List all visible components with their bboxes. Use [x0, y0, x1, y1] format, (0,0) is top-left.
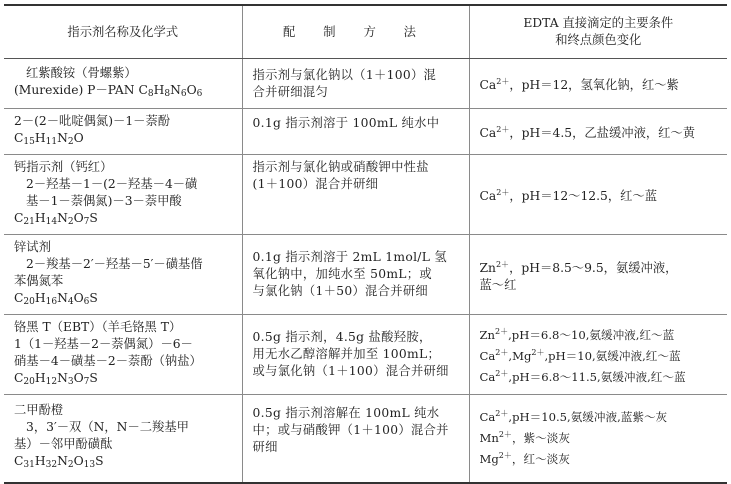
preparation-method-cell [242, 315, 469, 395]
condition-line: $Zn^{2+},pH=6.8\sim 10$,氨缓冲液,红～蓝 [479, 327, 675, 342]
titration-conditions-cell [469, 315, 727, 395]
indicator-formula: $C_{20}H_{16}N_4O_6S$ [14, 290, 98, 307]
method-line: 0.5g 指示剂溶解在 100mL 纯水 [252, 406, 440, 420]
preparation-method-cell [242, 109, 469, 155]
titration-conditions-cell [469, 155, 727, 235]
indicator-name-cell [4, 109, 242, 155]
indicator-table-page [4, 4, 727, 484]
indicator-name: 红紫酸铵（骨螺紫） [26, 65, 137, 80]
method-line: 0.1g 指示剂溶于 100mL 纯水中 [252, 116, 440, 130]
table-row [4, 315, 727, 395]
method-line: 指示剂与氯化钠以（1＋100）混 [252, 67, 437, 82]
method-line: 研细 [252, 440, 278, 454]
indicator-name: 二甲酚橙 [14, 403, 64, 418]
condition-line: $Ca^{2+}$，pH＝12，氢氧化钠，红～紫 [479, 77, 679, 92]
condition-line: 蓝～红 [479, 277, 517, 292]
indicator-systematic-name: 苯偶氮苯 [14, 273, 64, 288]
indicator-name: 锌试剂 [14, 239, 51, 254]
indicator-systematic-name: 1（1－羟基－2－萘偶氮）－6－ [14, 336, 193, 351]
indicator-systematic-name: 基－1－萘偶氮)－3－萘甲酸 [26, 193, 182, 208]
condition-line: $Ca^{2+}$，pH＝12～12.5，红～蓝 [479, 188, 658, 203]
preparation-method-cell [242, 235, 469, 315]
indicator-systematic-name: 3，3′－双（N，N－二羧基甲 [26, 420, 189, 435]
method-line: 合并研细混匀 [252, 84, 329, 99]
indicator-name-cell [4, 59, 242, 109]
condition-line: $Ca^{2+},Mg^{2+},pH=10$,氨缓冲液,红～蓝 [479, 348, 681, 363]
table-row [4, 395, 727, 483]
preparation-method-cell [242, 59, 469, 109]
indicator-name-cell [4, 235, 242, 315]
method-line: 用无水乙醇溶解并加至 100mL； [252, 347, 441, 361]
indicator-name: 钙指示剂（钙红） [14, 159, 113, 174]
preparation-method-cell [242, 155, 469, 235]
header-conditions-line1: EDTA 直接滴定的主要条件 [523, 16, 674, 30]
header-conditions [469, 5, 727, 59]
indicator-formula: $C_{20}H_{12}N_3O_7S$ [14, 370, 98, 387]
indicator-formula: $C_{15}H_{11}N_2O$ [14, 130, 84, 147]
condition-line: $Zn^{2+}$，pH＝8.5～9.5，氨缓冲液， [479, 259, 678, 275]
indicator-alt-name: (Murexide) P－PAN $C_8H_8N_6O_6$ [14, 82, 203, 99]
indicator-systematic-name: 硝基－4－磺基－2－萘酚（钠盐） [14, 353, 202, 368]
titration-conditions-cell [469, 109, 727, 155]
indicator-name: 铬黑 T（EBT）（羊毛铬黑 T） [14, 319, 182, 334]
indicator-formula: $C_{31}H_{32}N_2O_{13}S$ [14, 454, 104, 471]
condition-line: $Ca^{2+}$，pH＝4.5，乙盐缓冲液，红～黄 [479, 125, 696, 140]
method-line: 0.5g 指示剂，4.5g 盐酸羟胺， [252, 330, 432, 344]
indicator-systematic-name: 2－羧基－2′－羟基－5′－磺基偕 [26, 256, 203, 271]
header-name: 指示剂名称及化学式 [4, 5, 242, 59]
titration-conditions-cell [469, 59, 727, 109]
indicator-name-cell [4, 315, 242, 395]
header-conditions-line2: 和终点颜色变化 [555, 33, 642, 47]
table-row [4, 109, 727, 155]
method-line: 与氯化钠（1＋50）混合并研细 [252, 284, 429, 298]
preparation-method-cell [242, 395, 469, 483]
condition-line: $Ca^{2+},pH=10.5$,氨缓冲液,蓝紫～灰 [479, 409, 668, 424]
indicator-name: 2－(2－吡啶偶氮)－1－萘酚 [14, 113, 171, 128]
method-line: 0.1g 指示剂溶于 2mL 1mol/L 氢 [252, 250, 448, 264]
indicator-systematic-name: 2－羟基－1－(2－羟基－4－磺 [26, 176, 198, 191]
condition-line: $Ca^{2+},pH=6.8\sim 11.5$,氨缓冲液,红～蓝 [479, 369, 686, 384]
method-line: 指示剂与氯化钠或硝酸钾中性盐 [252, 160, 429, 174]
condition-line: $Mg^{2+}$，红～淡灰 [479, 451, 570, 466]
indicator-formula: $C_{21}H_{14}N_2O_7S$ [14, 210, 98, 227]
method-line: 中；或与硝酸钾（1＋100）混合并 [252, 423, 449, 437]
method-line: 或与氯化钠（1＋100）混合并研细 [252, 364, 449, 378]
table-row [4, 235, 727, 315]
indicator-name-cell [4, 155, 242, 235]
method-line: (1＋100）混合并研细 [252, 177, 379, 191]
condition-line: $Mn^{2+}$，紫～淡灰 [479, 430, 570, 445]
titration-conditions-cell [469, 395, 727, 483]
table-row [4, 59, 727, 109]
method-line: 氧化钠中，加纯水至 50mL；或 [252, 267, 432, 281]
indicator-table [4, 4, 727, 484]
indicator-systematic-name: 基）－邻甲酚磺酞 [14, 437, 113, 452]
table-row [4, 155, 727, 235]
indicator-name-cell [4, 395, 242, 483]
header-row [4, 5, 727, 59]
titration-conditions-cell [469, 235, 727, 315]
header-method: 配 制 方 法 [242, 5, 469, 59]
